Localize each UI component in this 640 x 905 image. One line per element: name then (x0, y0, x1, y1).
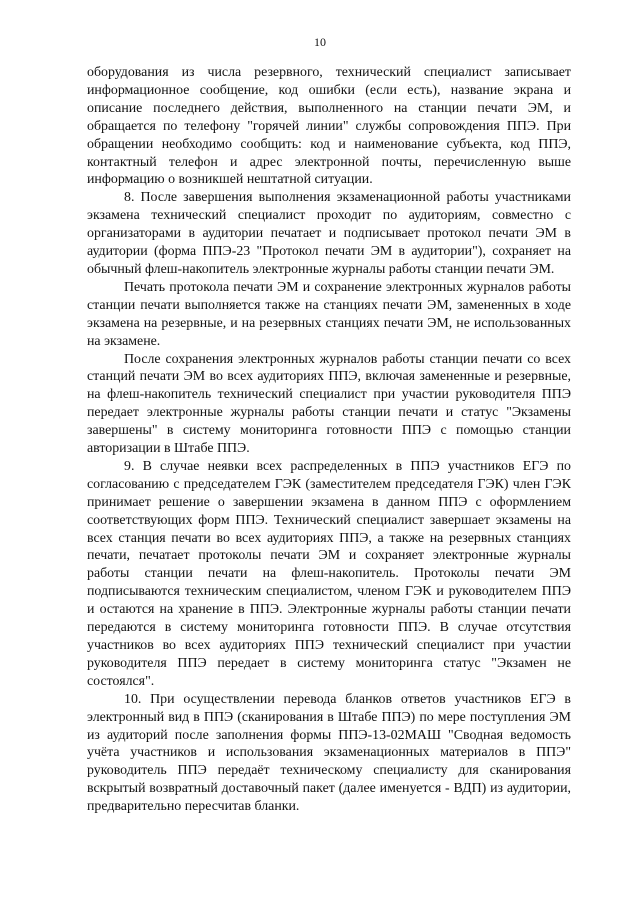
paragraph-item-10: 10. При осуществлении перевода бланков ответов участников ЕГЭ в электронный вид в ППЭ (сканирования в Штабе ППЭ) по мере поступления ЭМ из аудиторий после заполнения формы ППЭ-13-02МАШ "Сводная ведомость учёта участников и использования экзаменационных материалов в ППЭ" руководитель ППЭ передаёт техническому специалисту для сканирования вскрытый возвратный доставочный пакет (далее именуется - ВДП) из аудитории, предварительно пересчитав бланки. (87, 691, 571, 815)
paragraph-continuation: оборудования из числа резервного, технический специалист записывает информационное сообщение, код ошибки (если есть), название экрана и описание последнего действия, выполненного на станции печати ЭМ, и обращается по телефону "горячей линии" службы сопровождения ППЭ. При обращении необходимо сообщить: код и наименование субъекта, код ППЭ, контактный телефон и адрес электронной почты, перечисленную выше информацию о возникшей нештатной ситуации. (87, 65, 571, 188)
page-number: 10 (314, 35, 326, 49)
body-text (87, 64, 571, 816)
paragraph-item-9: 9. В случае неявки всех распределенных в ППЭ участников ЕГЭ по согласованию с председателем ГЭК (заместителем председателя ГЭК) член ГЭК принимает решение о завершении экзамена в данном ППЭ с оформлением соответствующих форм ППЭ. Технический специалист завершает экзамены на всех станция печати во всех аудиториях ППЭ, а также на резервных станциях печати, печатает протоколы печати ЭМ и сохраняет электронные журналы работы станции печати на флеш-накопитель. Протоколы печати ЭМ подписываются техническим специалистом, членом ГЭК и руководителем ППЭ и остаются на хранение в ППЭ. Электронные журналы работы станции печати передаются в систему мониторинга готовности ППЭ. В случае отсутствия участников во всех аудиториях ППЭ технический специалист при участии руководителя ППЭ передает в систему мониторинга статус "Экзамен не состоялся". (87, 458, 571, 689)
paragraph-item-8: 8. После завершения выполнения экзаменационной работы участниками экзамена технический специалист проходит по аудиториям, совместно с организаторами в аудитории печатает и подписывает протокол печати ЭМ в аудитории (форма ППЭ-23 "Протокол печати ЭМ в аудитории"), сохраняет на обычный флеш-накопитель электронные журналы работы станции печати ЭМ. (87, 190, 571, 277)
paragraph-protocol-printing: Печать протокола печати ЭМ и сохранение электронных журналов работы станции печати выполняется также на станциях печати ЭМ, замененных в ходе экзамена на резервные, и на резервных станциях печати ЭМ, не использованных на экзамене. (87, 279, 571, 349)
paragraph-journals-transfer: После сохранения электронных журналов работы станции печати со всех станций печати ЭМ во всех аудиториях ППЭ, включая замененные и резервные, на флеш-накопитель технический специалист при участии руководителя ППЭ передает электронные журналы работы станции печати и статус "Экзамены завершены" в систему мониторинга готовности ППЭ с помощью станции авторизации в Штабе ППЭ. (87, 351, 571, 457)
